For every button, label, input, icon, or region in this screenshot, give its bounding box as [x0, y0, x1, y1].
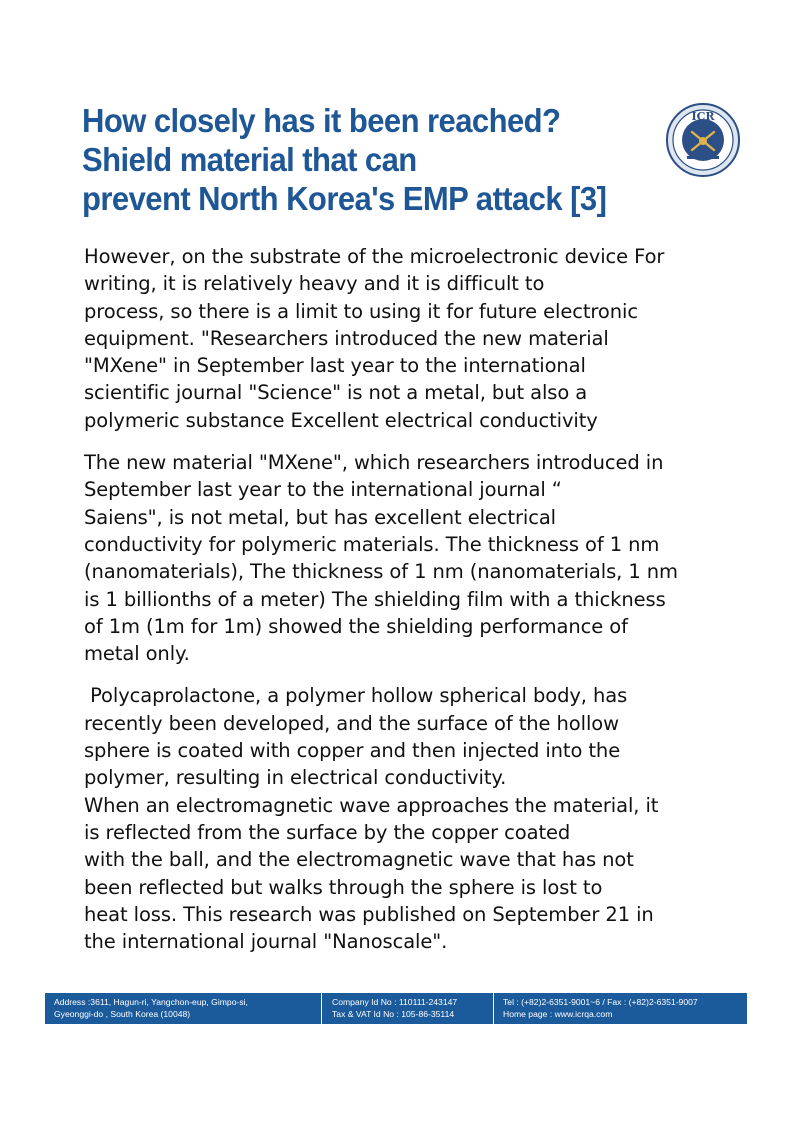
title-line: How closely has it been reached?: [82, 102, 561, 139]
text-line: process, so there is a limit to using it for future electronic: [84, 299, 638, 323]
title-line: prevent North Korea's EMP attack [3]: [82, 180, 607, 217]
paragraph: [84, 682, 744, 955]
text-line: polymer, resulting in electrical conductivity.: [84, 766, 507, 790]
text-line: been reflected but walks through the sphere is lost to: [84, 875, 603, 899]
footer-bar: [45, 993, 747, 1024]
text-line: However, on the substrate of the microelectronic device For: [84, 245, 665, 268]
text-line: September last year to the international journal “: [84, 478, 562, 502]
footer-divider: [493, 993, 494, 1024]
paragraph: [84, 243, 744, 434]
text-line: of 1m (1m for 1m) showed the shielding performance of: [84, 614, 628, 638]
footer-divider: [321, 993, 322, 1024]
text-line: (nanomaterials), The thickness of 1 nm (nanomaterials, 1 nm: [84, 560, 678, 584]
text-line: conductivity for polymeric materials. The thickness of 1 nm: [84, 532, 660, 556]
text-line: sphere is coated with copper and then injected into the: [84, 739, 621, 763]
text-line: metal only.: [84, 642, 190, 666]
text-line: the international journal "Nanoscale".: [84, 930, 448, 954]
footer-company-line: Company Id No : 110111-243147: [332, 997, 458, 1007]
text-line: When an electromagnetic wave approaches the material, it: [84, 793, 659, 817]
text-line: Polycaprolactone, a polymer hollow spherical body, has: [84, 684, 628, 708]
text-line: "MXene" in September last year to the international: [84, 354, 586, 378]
text-line: recently been developed, and the surface of the hollow: [84, 711, 619, 735]
footer-address-line: Gyeonggi-do , South Korea (10048): [54, 1008, 191, 1019]
text-line: equipment. "Researchers introduced the new material: [84, 326, 609, 350]
text-line: is 1 billionths of a meter) The shielding film with a thickness: [84, 587, 666, 611]
logo-letters: ICR: [691, 110, 715, 123]
text-line: The new material "MXene", which researchers introduced in: [84, 451, 664, 475]
text-line: heat loss. This research was published on September 21 in: [84, 902, 654, 926]
footer-company-ids: [332, 997, 457, 1020]
text-line: is reflected from the surface by the copper coated: [84, 820, 571, 844]
text-line: scientific journal "Science" is not a metal, but also a: [84, 381, 588, 405]
icr-seal-logo: [665, 102, 741, 178]
paragraph: [84, 449, 744, 667]
footer-address-line: Address :3611, Hagun-ri, Yangchon-eup, Gimpo-si,: [54, 997, 248, 1007]
footer-contact-line: Home page : www.icrqa.com: [503, 1008, 613, 1019]
title-line: Shield material that can: [82, 141, 417, 178]
text-line: writing, it is relatively heavy and it is difficult to: [84, 272, 545, 296]
footer-contact-line: Tel : (+82)2-6351-9001~6 / Fax : (+82)2-6351-9007: [503, 997, 698, 1007]
footer-contact: [503, 997, 698, 1020]
page-title: [82, 101, 618, 218]
article-body: [84, 243, 744, 955]
text-line: Saiens", is not metal, but has excellent electrical: [84, 505, 556, 529]
text-line: polymeric substance Excellent electrical conductivity: [84, 408, 598, 432]
footer-address: [54, 997, 248, 1020]
text-line: with the ball, and the electromagnetic wave that has not: [84, 848, 634, 872]
footer-company-line: Tax & VAT Id No : 105-86-35114: [332, 1008, 455, 1019]
